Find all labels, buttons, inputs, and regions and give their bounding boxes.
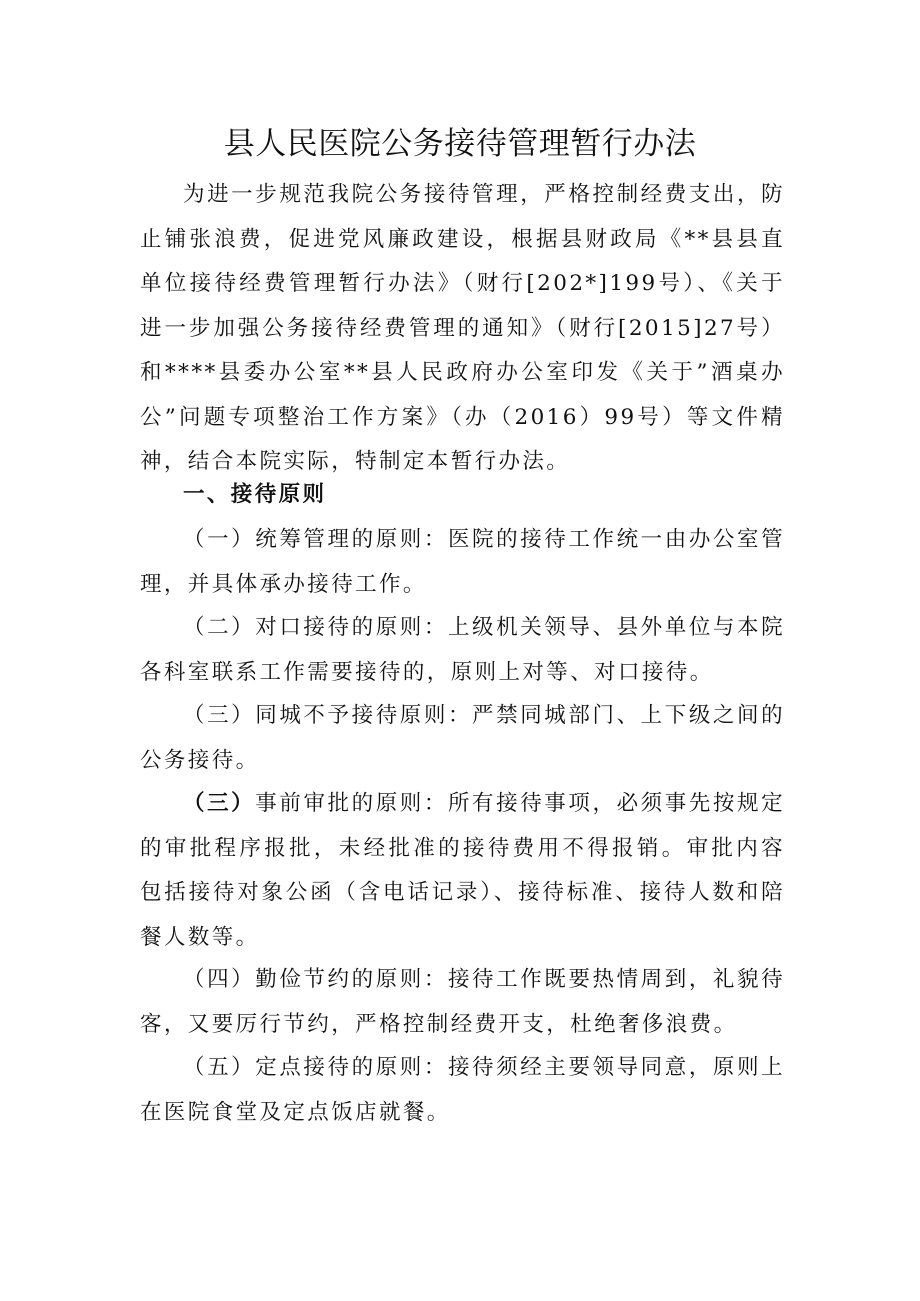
principle-text: 事前审批的原则：所有接待事项，必须事先按规定的审批程序报批，未经批准的接待费用不得报销。审批内容包括接待对象公函（含电话记录）、接待标准、接待人数和陪餐人数等。	[140, 791, 785, 950]
principle-paragraph: （四）勤俭节约的原则：接待工作既要热情周到，礼貌待客，又要厉行节约，严格控制经费开支，杜绝奢侈浪费。	[140, 967, 785, 1037]
principle-paragraph: （五）定点接待的原则：接待须经主要领导同意，原则上在医院食堂及定点饭店就餐。	[140, 1055, 785, 1125]
section-heading: 一、接待原则	[183, 482, 327, 507]
principle-paragraph: （一）统筹管理的原则：医院的接待工作统一由办公室管理，并具体承办接待工作。	[140, 527, 785, 597]
principle-paragraph: （三）同城不予接待原则：严禁同城部门、上下级之间的公务接待。	[140, 703, 785, 773]
principle-marker: （三）	[183, 791, 256, 816]
intro-paragraph: 为进一步规范我院公务接待管理，严格控制经费支出，防止铺张浪费，促进党风廉政建设，根据县财政局《**县县直单位接待经费管理暂行办法》（财行[202*]199号）、《关于进一步加强公务接待经费管理的通知》（财行[2015]27号）和****县委办公室**县人民政府办公室印发《关于”酒桌办公”问题专项整治工作方案》（办（2016）99号）等文件精神，结合本院实际，特制定本暂行办法。	[140, 182, 785, 474]
principle-paragraph	[140, 782, 785, 960]
document-title: 县人民医院公务接待管理暂行办法	[223, 126, 697, 162]
principle-paragraph: （二）对口接待的原则：上级机关领导、县外单位与本院各科室联系工作需要接待的，原则上对等、对口接待。	[140, 615, 785, 685]
